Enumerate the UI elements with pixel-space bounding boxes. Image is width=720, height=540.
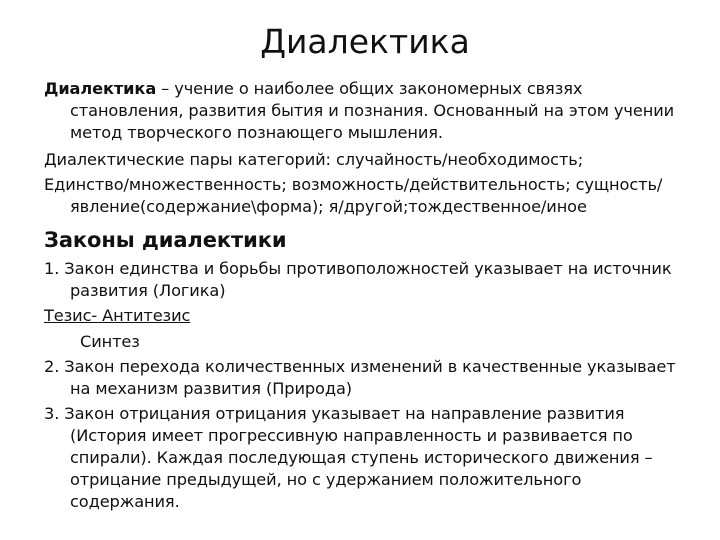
thesis-text: Тезис- Антитезис [44, 306, 191, 325]
law-3-paragraph: 3. Закон отрицания отрицания указывает на направление развития (История имеет прогрессивную направленность и развивается по спирали). Каждая последующая ступень исторического движения – отрицание предыдущей, но с удержанием положительного содержания. [44, 404, 653, 511]
synthesis-line: Синтез [80, 332, 140, 351]
laws-heading: Законы диалектики [44, 228, 287, 252]
definition-term: Диалектика [44, 79, 157, 98]
definition-text: – учение о наиболее общих закономерных связях становления, развития бытия и познания. Основанный на этом учении метод творческого познающего мышления. [70, 79, 675, 142]
thesis-line [44, 305, 694, 327]
pairs-list-paragraph: Единство/множественность; возможность/действительность; сущность/явление(содержание\форма); я/другой;тождественное/иное [44, 175, 663, 216]
law-1-paragraph: 1. Закон единства и борьбы противоположностей указывает на источник развития (Логика) [44, 259, 672, 300]
law-2-paragraph: 2. Закон перехода количественных изменений в качественные указывает на механизм развития (Природа) [44, 357, 676, 398]
pairs-intro-paragraph: Диалектические пары категорий: случайность/необходимость; [44, 150, 584, 169]
slide-content [44, 78, 694, 513]
slide-title: Диалектика [260, 22, 470, 61]
definition-paragraph [44, 78, 694, 144]
